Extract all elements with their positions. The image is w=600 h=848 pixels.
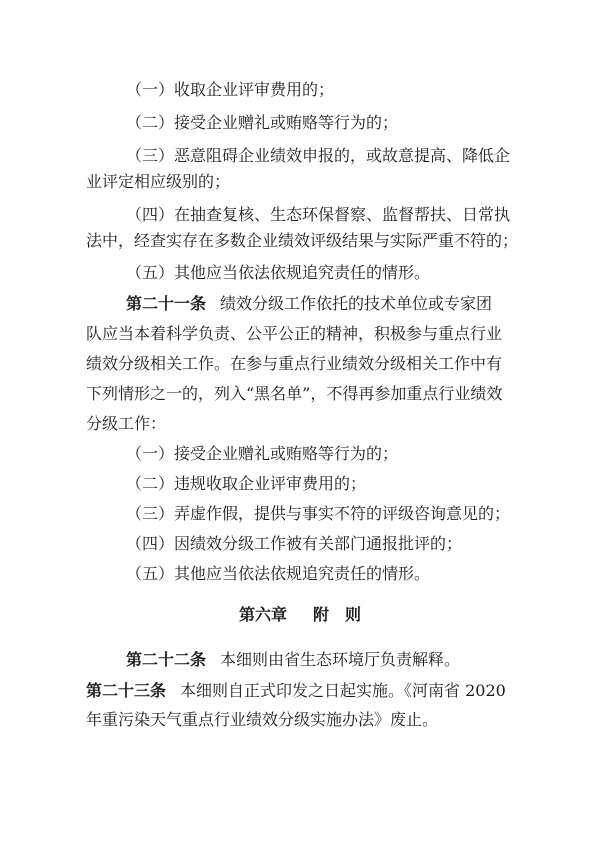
article-21-line1: 第二十一条 绩效分级工作依托的技术单位或专家团 (126, 294, 493, 313)
article-23-label: 第二十三条 (86, 681, 167, 700)
article-21-line5: 分级工作： (86, 414, 167, 433)
chapter-title: 附 则 (313, 605, 362, 624)
article-22-label: 第二十二条 (126, 650, 207, 669)
article-23-line1: 第二十三条 本细则自正式印发之日起实施。《河南省 2020 (86, 681, 506, 700)
item-b5: （五）其他应当依法依规追究责任的情形。 (126, 564, 431, 583)
chapter-heading (0, 605, 600, 625)
item-b4: （四）因绩效分级工作被有关部门通报批评的； (126, 534, 463, 553)
chapter-number: 第六章 (238, 605, 287, 624)
article-21-line3: 绩效分级相关工作。在参与重点行业绩效分级相关工作中有 (86, 354, 503, 373)
article-21-label: 第二十一条 (126, 294, 207, 313)
item-b2: （二）违规收取企业评审费用的； (126, 474, 367, 493)
article-22: 第二十二条 本细则由省生态环境厅负责解释。 (126, 650, 461, 669)
item-a3-cont: 业评定相应级别的； (86, 172, 231, 191)
item-a2: （二）接受企业赠礼或贿赂等行为的； (126, 113, 399, 132)
item-a1: （一）收取企业评审费用的； (126, 80, 335, 99)
item-a4-line2: 法中，经查实存在多数企业绩效评级结果与实际严重不符的； (86, 231, 519, 250)
article-23-line2: 年重污染天气重点行业绩效分级实施办法》废止。 (86, 710, 439, 729)
article-21-line2: 队应当本着科学负责、公平公正的精神，积极参与重点行业 (86, 324, 503, 343)
item-a3: （三）恶意阻碍企业绩效申报的，或故意提高、降低企 (126, 146, 511, 165)
item-a5: （五）其他应当依法依规追究责任的情形。 (126, 263, 431, 282)
item-b1: （一）接受企业赠礼或贿赂等行为的； (126, 444, 399, 463)
article-21-line4: 下列情形之一的，列入“黑名单”，不得再参加重点行业绩效 (86, 384, 503, 403)
item-b3: （三）弄虚作假，提供与事实不符的评级咨询意见的； (126, 504, 511, 523)
item-a4-line1: （四）在抽查复核、生态环保督察、监督帮扶、日常执 (126, 205, 511, 224)
